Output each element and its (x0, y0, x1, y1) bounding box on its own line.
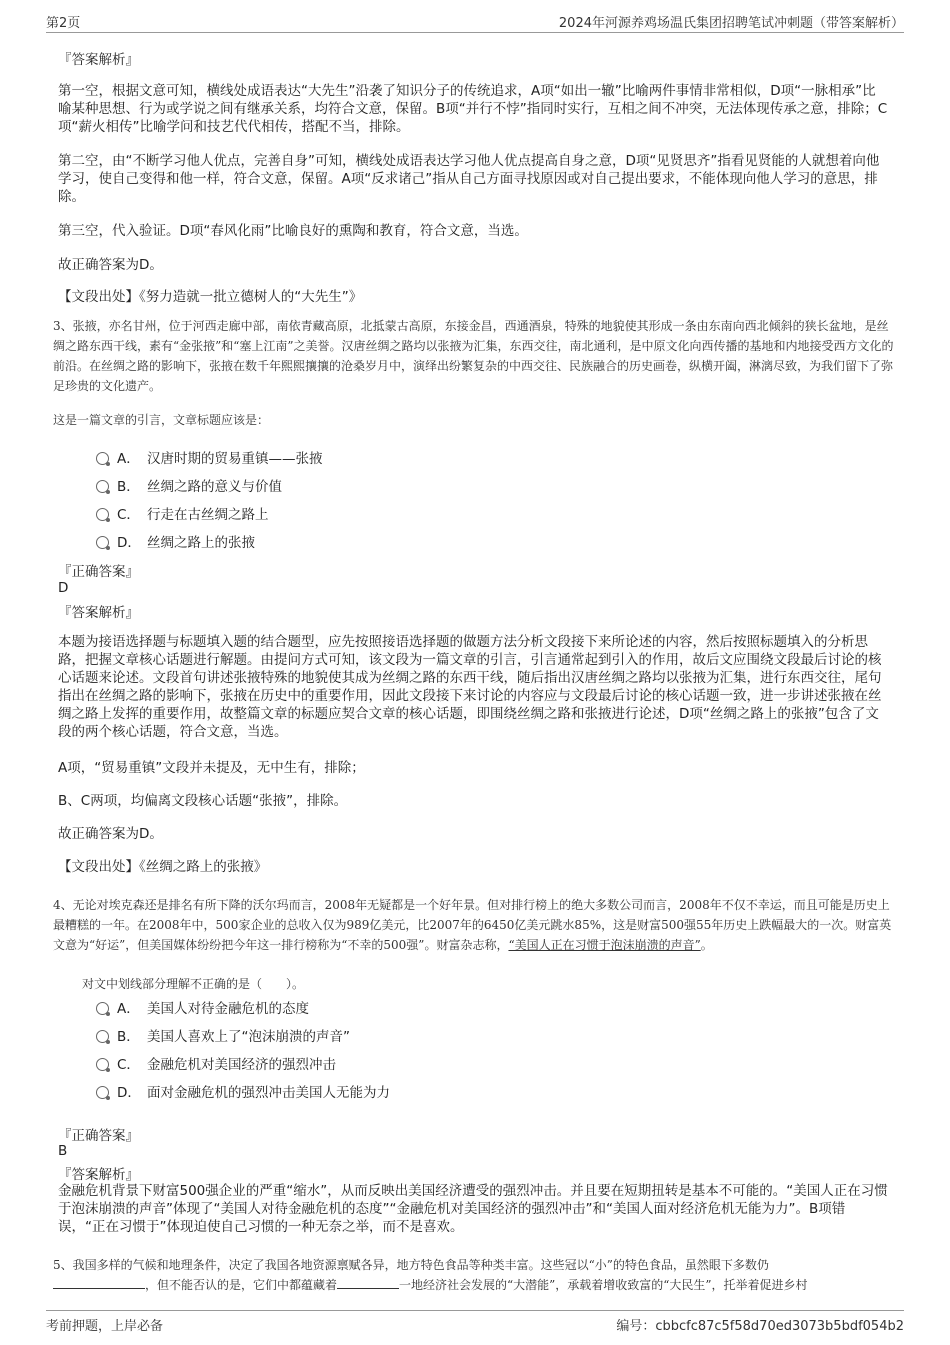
analysis-tag: 『答案解析』 (58, 52, 139, 68)
document-id: 编号：cbbcfc87c5f58d70ed3073b5bdf054b2 (616, 1319, 904, 1334)
q3-source: 【文段出处】《丝绸之路上的张掖》 (58, 859, 268, 875)
radio-icon[interactable] (96, 452, 109, 465)
q2-source: 【文段出处】《努力造就一批立德树人的“大先生”》 (58, 289, 363, 305)
radio-icon[interactable] (96, 508, 109, 521)
q3-analysis-p2: A项，“贸易重镇”文段并未提及，无中生有，排除； (58, 760, 365, 776)
page-number: 第2页 (46, 16, 81, 31)
q3-stem: 3、张掖，亦名甘州，位于河西走廊中部，南依青藏高原，北抵蒙古高原，东接金昌，西通酒泉，特殊的地貌使其形成一条由东南向西北倾斜的狭长盆地，是丝绸之路东西干线，素有“金张掖”和“塞上江南”之美誉。汉唐丝绸之路均以张掖为汇集，东西交往，南北通利，是中原文化向西传播的基地和内地接受西方文化的前沿。在丝绸之路的影响下，张掖在数千年熙熙攘攘的沧桑岁月中，演绎出纷繁复杂的中西交往、民族融合的历史画卷，纵横开阖，淋漓尽致，为我们留下了弥足珍贵的文化遗产。 (53, 319, 894, 393)
q3-option-d[interactable]: D． 丝绸之路上的张掖 (96, 531, 255, 551)
q2-analysis-p2: 第二空，由“不断学习他人优点，完善自身”可知，横线处成语表达学习他人优点提高自身之意，D项“见贤思齐”指看见贤能的人就想着向他学习，使自己变得和他一样，符合文意，保留。A项“反求诸己”指从自己方面寻找原因或对自己提出要求，不能体现向他人学习的意思，排除。 (58, 153, 880, 205)
q4-option-a[interactable]: A． 美国人对待金融危机的态度 (96, 997, 309, 1017)
q3-analysis-p1: 本题为接语选择题与标题填入题的结合题型，应先按照接语选择题的做题方法分析文段接下来所论述的内容，然后按照标题填入的分析思路，把握文章核心话题进行解题。由提问方式可知，该文段为一篇文章的引言，引言通常起到引入的作用，故后文应围绕文段最后讨论的核心话题来论述。文段首句讲述张掖特殊的地貌使其成为丝绸之路的东西干线，随后指出汉唐丝绸之路均以张掖为汇集，进行东西交往，尾句指出在丝绸之路的影响下，张掖在历史中的重要作用，因此文段接下来讨论的内容应与文段最后讨论的核心话题一致，进一步讲述张掖在丝绸之路上发挥的重要作用，故整篇文章的标题应契合文章的核心话题，即围绕丝绸之路和张掖进行论述，D项“丝绸之路上的张掖”包含了文段的两个核心话题，符合文意，当选。 (58, 634, 882, 740)
q2-analysis-p1: 第一空，根据文意可知，横线处成语表达“大先生”沿袭了知识分子的传统追求，A项“如出一辙”比喻两件事情非常相似，D项“一脉相承”比喻某种思想、行为或学说之间有继承关系，均符合文意，保留。B项“并行不悖”指同时实行，互相之间不冲突，无法体现传承之意，排除；C项“薪火相传”比喻学问和技艺代代相传，搭配不当，排除。 (58, 83, 888, 135)
correct-answer-tag: 『正确答案』 (58, 1128, 139, 1144)
radio-icon[interactable] (96, 1058, 109, 1071)
document-title: 2024年河源养鸡场温氏集团招聘笔试冲刺题（带答案解析） (558, 16, 904, 31)
q3-question: 这是一篇文章的引言，文章标题应该是： (53, 413, 270, 427)
q5-stem: 5、我国多样的气候和地理条件，决定了我国各地资源禀赋各异，地方特色食品等种类丰富。这些冠以“小”的特色食品，虽然眼下多数仍 ，但不能否认的是，它们中都蕴藏着 一地经济社会发展的“大潜能”，承载着增收致富的“大民生”，托举着促进乡村 (53, 1258, 808, 1292)
footer-slogan: 考前押题，上岸必备 (46, 1319, 164, 1334)
q4-analysis-p1: 金融危机背景下财富500强企业的严重“缩水”，从而反映出美国经济遭受的强烈冲击。并且要在短期扭转是基本不可能的。“美国人正在习惯于泡沫崩溃的声音”体现了“美国人对待金融危机的态度”“金融危机对美国经济的强烈冲击”和“美国人面对经济危机无能为力”。B项错误，“正在习惯于”体现迫使自己习惯的一种无奈之举，而不是喜欢。 (58, 1183, 888, 1235)
radio-icon[interactable] (96, 536, 109, 549)
q3-analysis-p3: B、C两项，均偏离文段核心话题“张掖”，排除。 (58, 793, 348, 809)
header-divider (46, 32, 904, 33)
q4-stem: 4、无论对埃克森还是排名有所下降的沃尔玛而言，2008年无疑都是一个好年景。但对排行榜上的绝大多数公司而言，2008年不仅不幸运，而且可能是历史上最糟糕的一年。在2008年中，500家企业的总收入仅为989亿美元，比2007年的6450亿美元跳水85%，这是财富500强55年历史上跌幅最大的一次。财富英文意为“好运”，但美国媒体纷纷把今年这一排行榜称为“不幸的500强”。财富杂志称，“美国人正在习惯于泡沫崩溃的声音”。 (53, 898, 892, 952)
q3-option-a[interactable]: A． 汉唐时期的贸易重镇——张掖 (96, 447, 323, 467)
analysis-tag: 『答案解析』 (58, 1167, 139, 1183)
fill-blank-2[interactable] (337, 1276, 399, 1289)
q3-correct-answer: D (58, 580, 69, 596)
q3-option-b[interactable]: B． 丝绸之路的意义与价值 (96, 475, 282, 495)
q4-option-d[interactable]: D． 面对金融危机的强烈冲击美国人无能为力 (96, 1081, 390, 1101)
q2-analysis-p3: 第三空，代入验证。D项“春风化雨”比喻良好的熏陶和教育，符合文意，当选。 (58, 223, 528, 239)
radio-icon[interactable] (96, 480, 109, 493)
q4-correct-answer: B (58, 1143, 68, 1159)
q4-underlined-text: “美国人正在习惯于泡沫崩溃的声音” (508, 938, 701, 952)
radio-icon[interactable] (96, 1086, 109, 1099)
fill-blank-1[interactable] (53, 1276, 145, 1289)
footer-divider (46, 1310, 904, 1311)
q3-option-c[interactable]: C． 行走在古丝绸之路上 (96, 503, 269, 523)
q2-analysis-conclusion: 故正确答案为D。 (58, 257, 163, 273)
correct-answer-tag: 『正确答案』 (58, 564, 139, 580)
analysis-tag: 『答案解析』 (58, 605, 139, 621)
q4-option-c[interactable]: C． 金融危机对美国经济的强烈冲击 (96, 1053, 336, 1073)
page-header (46, 12, 904, 32)
q3-analysis-conclusion: 故正确答案为D。 (58, 826, 163, 842)
q4-question: 对文中划线部分理解不正确的是（ ）。 (82, 977, 305, 991)
radio-icon[interactable] (96, 1002, 109, 1015)
radio-icon[interactable] (96, 1030, 109, 1043)
q4-option-b[interactable]: B． 美国人喜欢上了“泡沫崩溃的声音” (96, 1025, 350, 1045)
